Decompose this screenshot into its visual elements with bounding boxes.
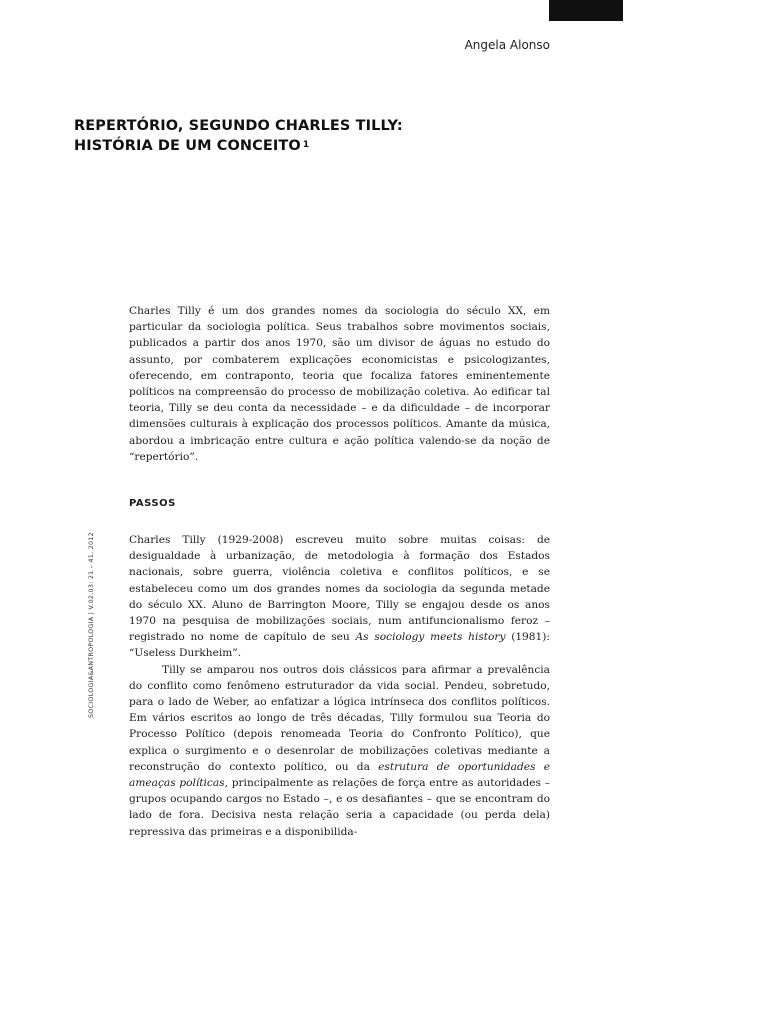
footnote-marker: 1 bbox=[302, 140, 310, 150]
paragraph-2 bbox=[129, 532, 550, 662]
title-line-1: REPERTÓRIO, SEGUNDO CHARLES TILLY: bbox=[74, 118, 403, 134]
header-black-tab bbox=[549, 0, 623, 21]
title-line-2: HISTÓRIA DE UM CONCEITO bbox=[74, 138, 301, 154]
article-body bbox=[129, 303, 550, 840]
paragraph-3-italic-term: estrutura de oportunidades e ameaças políticas bbox=[129, 760, 550, 790]
paragraph-2-text: Charles Tilly (1929-2008) escreveu muito sobre muitas coisas: de desigualdade à urbanização, de metodologia à formação dos Estados nacionais, sobre guerra, violência coletiva e conflitos políticos, e se estabeleceu como um dos grandes nomes da sociologia da segunda metade do século XX. Aluno de Barrington Moore, Tilly se engajou desde os anos 1970 na pesquisa de mobilizações sociais, num antifuncionalismo feroz – registrado no nome de capítulo de seu bbox=[129, 534, 550, 644]
intro-paragraph: Charles Tilly é um dos grandes nomes da sociologia do século XX, em particular da sociologia política. Seus trabalhos sobre movimentos sociais, publicados a partir dos anos 1970, são um divisor de águas no estudo do assunto, por combaterem explicações economicistas e psicologizantes, oferecendo, em contraponto, teoria que focaliza fatores eminentemente políticos na compreensão do processo de mobilização coletiva. Ao edificar tal teoria, Tilly se deu conta da necessidade – e da dificuldade – de incorporar dimensões culturais à explicação dos processos políticos. Amante da música, abordou a imbricação entre cultura e ação política valendo-se da noção de “repertório”. bbox=[129, 305, 550, 463]
paragraph-2-book-title: As sociology meets history bbox=[355, 631, 506, 644]
section-heading: PASSOS bbox=[129, 498, 176, 510]
paragraph-3-end: , principalmente as relações de força entre as autoridades – grupos ocupando cargos no Estado –, e os desafiantes – que se encontram do lado de fora. Decisiva nesta relação seria a capacidade (ou perda dela) repressiva das primeiras e a disponibilida- bbox=[129, 777, 550, 838]
article-title bbox=[74, 116, 534, 156]
paragraph-3 bbox=[129, 662, 550, 840]
author-name: Angela Alonso bbox=[464, 38, 550, 52]
paragraph-3-text: Tilly se amparou nos outros dois clássicos para afirmar a prevalência do conflito como fenômeno estruturador da vida social. Pendeu, sobretudo, para o lado de Weber, ao enfatizar a lógica intrínseca dos conflitos políticos. Em vários escritos ao longo de três décadas, Tilly formulou sua Teoria do Processo Político (depois renomeada Teoria do Confronto Político), que explica o surgimento e o desenrolar de mobilizações coletivas mediante a reconstrução do contexto político, ou da bbox=[129, 663, 550, 773]
journal-side-note: SOCIOLOGIA&ANTROPOLOGIA | V.02.03: 21 – 41, 2012 bbox=[88, 532, 95, 718]
paragraph-2-end: (1981): “Useless Durkheim”. bbox=[129, 631, 550, 660]
